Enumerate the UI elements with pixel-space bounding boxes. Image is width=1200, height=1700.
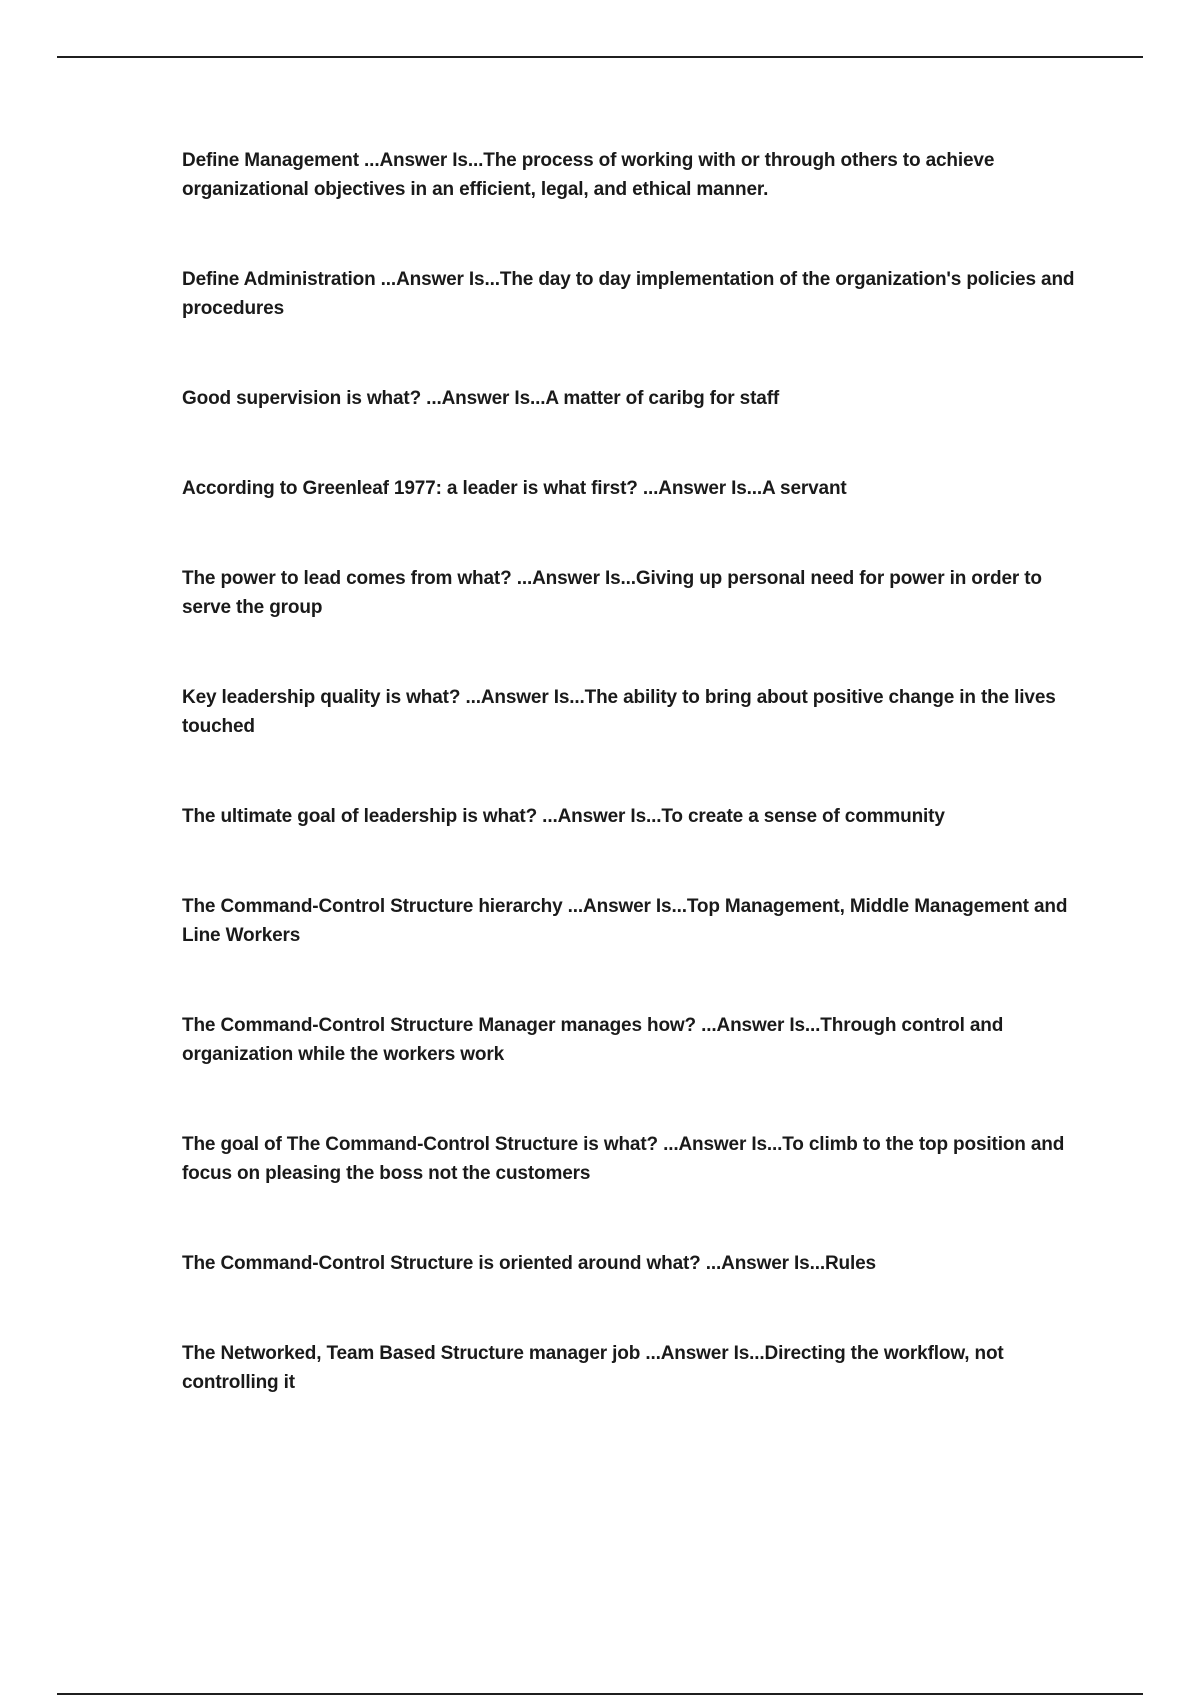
qa-entry: According to Greenleaf 1977: a leader is what first? ...Answer Is...A servant bbox=[182, 478, 847, 499]
qa-entry: Good supervision is what? ...Answer Is...A matter of caribg for staff bbox=[182, 388, 780, 409]
qa-entry: The ultimate goal of leadership is what? ...Answer Is...To create a sense of community bbox=[182, 806, 945, 827]
footer-rule bbox=[57, 1693, 1143, 1695]
qa-list bbox=[182, 146, 1088, 1458]
qa-entry: The Command-Control Structure is oriented around what? ...Answer Is...Rules bbox=[182, 1253, 876, 1274]
qa-entry: The Networked, Team Based Structure manager job ...Answer Is...Directing the workflow, not controlling it bbox=[182, 1343, 1004, 1393]
qa-entry: Define Administration ...Answer Is...The day to day implementation of the organization's policies and procedures bbox=[182, 269, 1075, 319]
qa-entry: The Command-Control Structure Manager manages how? ...Answer Is...Through control and organization while the workers work bbox=[182, 1015, 1004, 1065]
qa-entry: The power to lead comes from what? ...Answer Is...Giving up personal need for power in order to serve the group bbox=[182, 568, 1042, 618]
qa-entry: Key leadership quality is what? ...Answer Is...The ability to bring about positive change in the lives touched bbox=[182, 687, 1056, 737]
qa-entry: Define Management ...Answer Is...The process of working with or through others to achieve organizational objectives in an efficient, legal, and ethical manner. bbox=[182, 150, 995, 200]
qa-entry: The goal of The Command-Control Structure is what? ...Answer Is...To climb to the top position and focus on pleasing the boss not the customers bbox=[182, 1134, 1065, 1184]
qa-entry: The Command-Control Structure hierarchy ...Answer Is...Top Management, Middle Management and Line Workers bbox=[182, 896, 1068, 946]
header-rule bbox=[57, 56, 1143, 58]
